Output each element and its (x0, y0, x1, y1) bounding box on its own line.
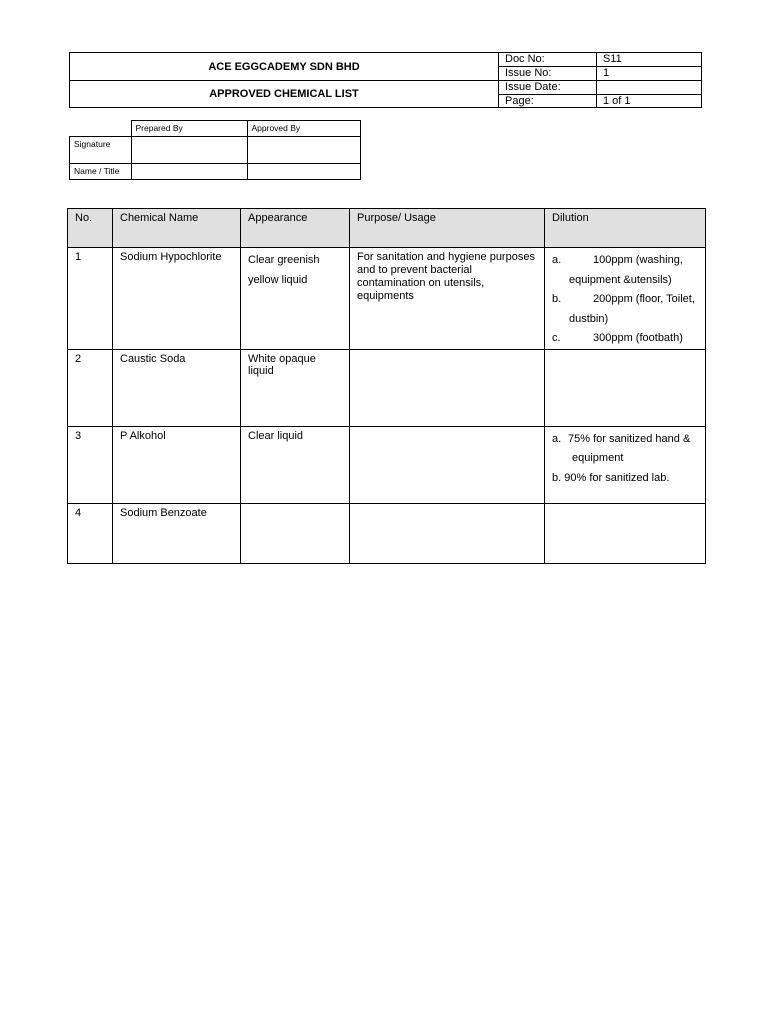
dilution-item-continued: equipment &utensils) (569, 273, 672, 286)
dilution-item: a. 75% for sanitized hand & (552, 432, 691, 445)
dilution-item: b. 90% for sanitized lab. (552, 471, 670, 484)
appearance (241, 349, 350, 426)
issue-date-label: Issue Date: (499, 81, 597, 95)
column-header: Chemical Name (113, 209, 241, 248)
appearance (241, 503, 350, 563)
signature-label: Signature (70, 137, 132, 164)
table-row (68, 349, 706, 426)
name-title-label: Name / Title (70, 164, 132, 180)
prepared-by-signature (131, 137, 247, 164)
doc-no-value: S11 (597, 53, 702, 67)
column-header: No. (68, 209, 113, 248)
purpose (350, 248, 545, 350)
row-number: 1 (68, 248, 113, 350)
appearance-line: yellow liquid (248, 273, 308, 286)
purpose (350, 503, 545, 563)
signoff-corner (70, 121, 132, 137)
page-label: Page: (499, 94, 597, 108)
appearance-line: Clear greenish (248, 254, 320, 266)
appearance (241, 248, 350, 350)
dilution-item: b. 200ppm (floor, Toilet, (552, 293, 695, 305)
table-row (68, 426, 706, 503)
chemical-name: Sodium Benzoate (113, 503, 241, 563)
column-header: Dilution (545, 209, 706, 248)
issue-no-value: 1 (597, 67, 702, 81)
dilution (545, 349, 706, 426)
issue-no-label: Issue No: (499, 67, 597, 81)
dilution (545, 503, 706, 563)
chemical-name: Sodium Hypochlorite (113, 248, 241, 350)
row-number: 2 (68, 349, 113, 426)
approved-by-header: Approved By (247, 121, 361, 137)
approved-by-signature (247, 137, 361, 164)
signoff-table (69, 120, 361, 180)
chemical-name: P Alkohol (113, 426, 241, 503)
document-header (69, 52, 702, 108)
company-name: ACE EGGCADEMY SDN BHD (70, 53, 499, 81)
dilution-item-continued: dustbin) (569, 312, 609, 325)
dilution (545, 426, 706, 503)
appearance-line: Clear liquid (248, 429, 304, 442)
prepared-by-name (131, 164, 247, 180)
purpose (350, 349, 545, 426)
table-row (68, 248, 706, 350)
purpose-text: For sanitation and hygiene purposes and to prevent bacterial contamination on utensils, equipments (357, 251, 535, 302)
chemical-name: Caustic Soda (113, 349, 241, 426)
table-row (68, 503, 706, 563)
approved-by-name (247, 164, 361, 180)
document-title: APPROVED CHEMICAL LIST (70, 81, 499, 108)
dilution-list (552, 251, 699, 349)
purpose (350, 426, 545, 503)
dilution-item: c. 300ppm (footbath) (552, 332, 683, 344)
dilution-item: a. 100ppm (washing, (552, 254, 683, 266)
chemical-list-table (67, 208, 706, 564)
table-header-row (68, 209, 706, 248)
appearance-line: White opaque liquid (248, 352, 316, 377)
dilution (545, 248, 706, 350)
row-number: 3 (68, 426, 113, 503)
row-number: 4 (68, 503, 113, 563)
page-value: 1 of 1 (597, 94, 702, 108)
dilution-item-continued: equipment (572, 452, 624, 464)
doc-no-label: Doc No: (499, 53, 597, 67)
column-header: Purpose/ Usage (350, 209, 545, 248)
prepared-by-header: Prepared By (131, 121, 247, 137)
column-header: Appearance (241, 209, 350, 248)
dilution-list (552, 430, 699, 489)
issue-date-value (597, 81, 702, 95)
appearance (241, 426, 350, 503)
